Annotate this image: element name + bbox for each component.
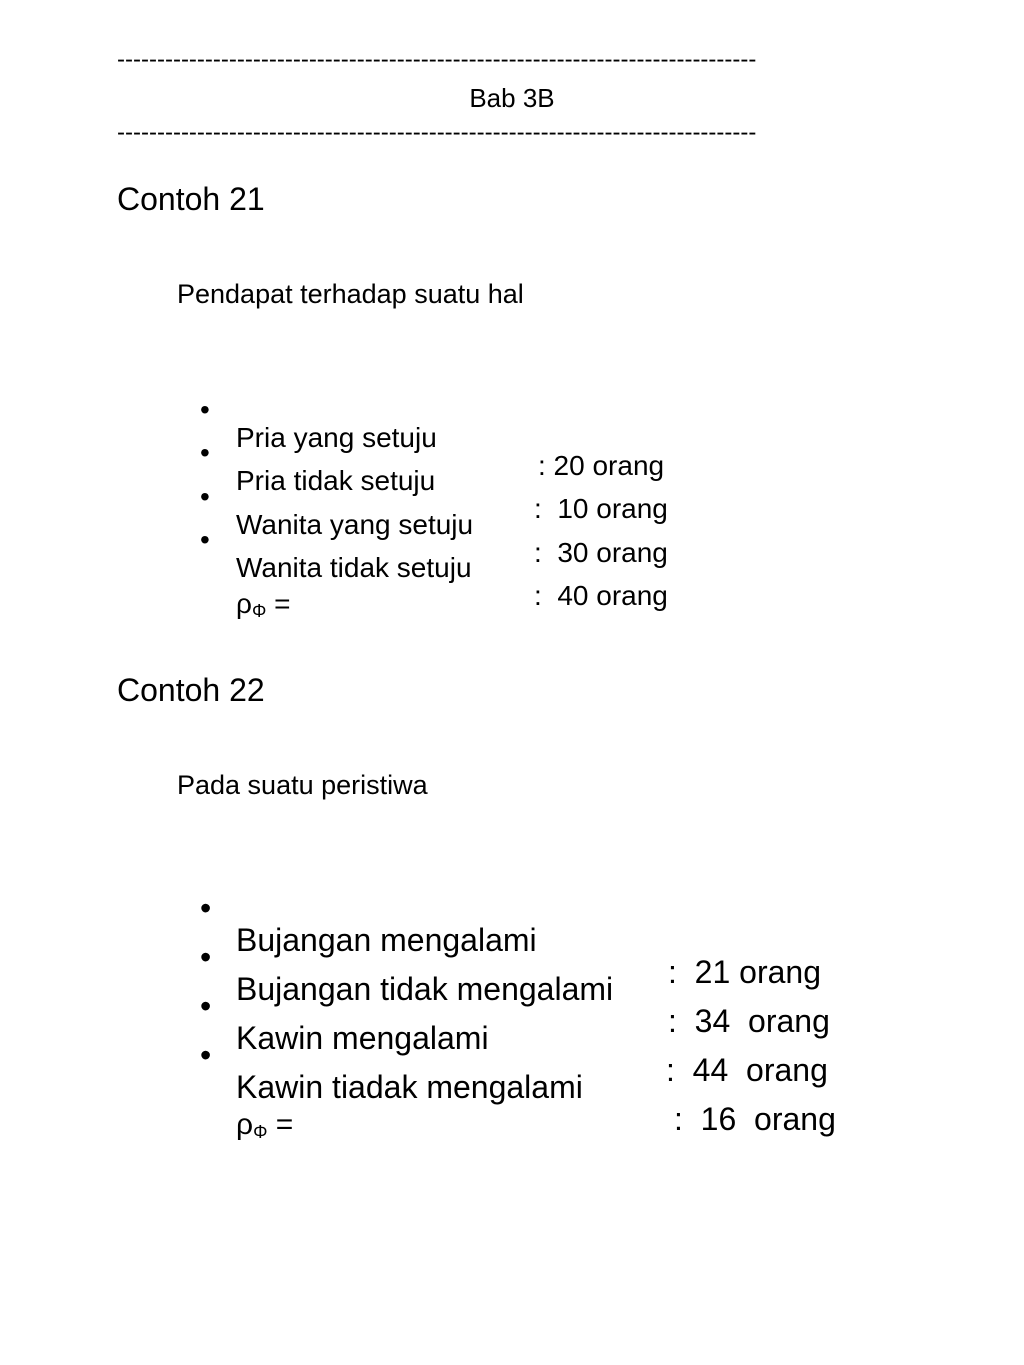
item-value: : 30 orang	[534, 537, 668, 568]
item-label: Pria yang setuju	[236, 422, 437, 453]
rho-symbol: ρ	[236, 1108, 254, 1141]
bullet-icon: •	[200, 988, 212, 1024]
header-rule-top: --------------------------------------------------------------------------------	[117, 48, 757, 72]
item-label: Pria tidak setuju	[236, 465, 436, 496]
item-label: Wanita yang setuju	[236, 509, 474, 540]
item-label: Bujangan tidak mengalami	[236, 971, 614, 1007]
example-22-heading: Contoh 22	[117, 672, 265, 708]
formula-equals: =	[266, 588, 291, 619]
phi-subscript: Φ	[253, 1122, 268, 1142]
formula-equals: =	[267, 1108, 294, 1141]
item-value: : 16 orang	[674, 1101, 836, 1137]
item-value: : 44 orang	[666, 1052, 828, 1088]
header-rule-bottom: --------------------------------------------------------------------------------	[117, 121, 757, 145]
bullet-icon: •	[200, 1037, 212, 1073]
bullet-icon: •	[200, 524, 210, 555]
bullet-icon: •	[200, 437, 210, 468]
page-title: Bab 3B	[469, 83, 555, 113]
item-value: : 40 orang	[534, 580, 668, 611]
item-label: Wanita tidak setuju	[236, 552, 472, 583]
phi-subscript: Φ	[251, 601, 267, 621]
phi-coefficient-formula	[236, 590, 290, 620]
item-label: Bujangan mengalami	[236, 922, 537, 958]
item-value: : 10 orang	[534, 493, 668, 524]
example-21-heading: Contoh 21	[117, 181, 265, 217]
bullet-icon: •	[200, 481, 210, 512]
item-value: : 21 orang	[668, 954, 821, 990]
item-label: Kawin tiadak mengalami	[236, 1069, 583, 1105]
item-value: : 20 orang	[538, 450, 665, 481]
example-21-intro: Pendapat terhadap suatu hal	[177, 279, 524, 309]
item-value: : 34 orang	[668, 1003, 830, 1039]
bullet-icon: •	[200, 394, 210, 425]
example-22-intro: Pada suatu peristiwa	[177, 770, 428, 800]
item-label: Kawin mengalami	[236, 1020, 489, 1056]
bullet-icon: •	[200, 890, 212, 926]
bullet-icon: •	[200, 939, 212, 975]
rho-symbol: ρ	[236, 588, 252, 619]
phi-coefficient-formula	[236, 1110, 293, 1141]
